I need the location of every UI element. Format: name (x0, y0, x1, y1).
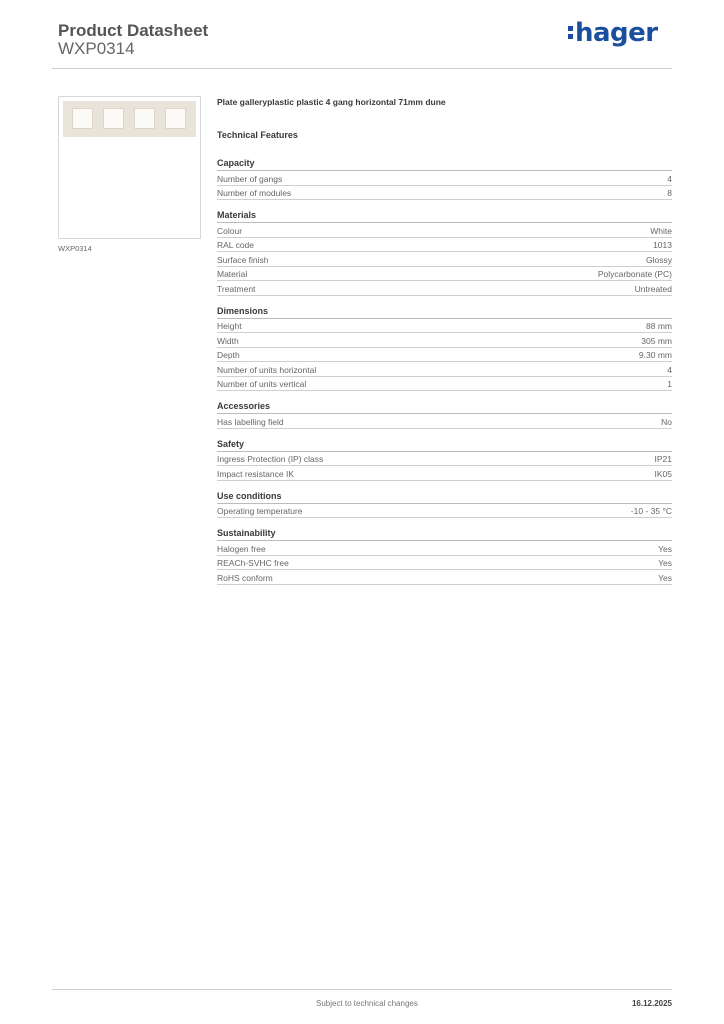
spec-value: 4 (667, 173, 672, 184)
spec-label: RAL code (217, 240, 255, 250)
spec-value: No (661, 416, 672, 427)
section-title: Capacity (217, 157, 672, 171)
spec-value: IK05 (654, 468, 672, 479)
spec-row (217, 267, 672, 282)
spec-label: Ingress Protection (IP) class (217, 454, 324, 464)
spec-label: Number of units horizontal (217, 364, 317, 375)
spec-row (217, 452, 672, 467)
spec-label: Number of modules (217, 188, 292, 198)
spec-row (217, 377, 672, 392)
section-safety (217, 438, 672, 481)
spec-label: RoHS conform (217, 572, 273, 583)
spec-value: 88 mm (646, 321, 672, 331)
section-title: Accessories (217, 400, 672, 414)
image-caption: WXP0314 (58, 244, 92, 253)
section-title: Sustainability (217, 527, 672, 541)
logo-text: hager (575, 18, 658, 48)
spec-value: 1013 (653, 240, 672, 250)
spec-value: Glossy (646, 254, 672, 265)
spec-value: -10 - 35 °C (630, 506, 672, 516)
spec-label: Height (217, 321, 242, 331)
header-divider (52, 68, 672, 69)
hager-logo (568, 18, 658, 48)
spec-value: Yes (658, 572, 672, 583)
spec-row (217, 186, 672, 201)
spec-value: 9.30 mm (638, 350, 672, 360)
section-materials (217, 209, 672, 296)
product-description: Plate galleryplastic plastic 4 gang horizontal 71mm dune (217, 97, 446, 107)
plate-window (103, 108, 124, 129)
section-title: Dimensions (217, 305, 672, 319)
spec-row (217, 541, 672, 556)
technical-features-heading: Technical Features (217, 130, 298, 140)
spec-row (217, 252, 672, 267)
spec-row (217, 362, 672, 377)
spec-label: Depth (217, 350, 240, 360)
page-title: Product Datasheet (58, 21, 209, 40)
spec-row (217, 570, 672, 585)
spec-row (217, 281, 672, 296)
section-title: Use conditions (217, 490, 672, 504)
spec-row (217, 348, 672, 363)
spec-row (217, 556, 672, 571)
spec-label: Impact resistance IK (217, 468, 295, 479)
spec-value: 4 (667, 364, 672, 375)
spec-label: Colour (217, 225, 243, 236)
spec-row (217, 466, 672, 481)
section-accessories (217, 400, 672, 429)
spec-row (217, 333, 672, 348)
spec-value: Polycarbonate (PC) (597, 269, 672, 279)
spec-row (217, 504, 672, 519)
spec-label: Operating temperature (217, 506, 303, 516)
spec-value: 8 (667, 188, 672, 198)
logo-dots-icon (568, 24, 573, 40)
plate-illustration (63, 101, 196, 137)
footer-date: 16.12.2025 (631, 999, 672, 1008)
plate-window (72, 108, 93, 129)
spec-value: 305 mm (641, 335, 672, 346)
spec-row (217, 319, 672, 334)
plate-window (165, 108, 186, 129)
spec-label: Has labelling field (217, 416, 284, 427)
spec-value: White (650, 225, 672, 236)
spec-label: Number of units vertical (217, 379, 307, 389)
spec-row (217, 223, 672, 238)
spec-row (217, 414, 672, 429)
spec-label: Width (217, 335, 239, 346)
product-image (58, 96, 201, 239)
spec-value: 1 (667, 379, 672, 389)
spec-label: Number of gangs (217, 173, 283, 184)
section-sustainability (217, 527, 672, 585)
spec-row (217, 171, 672, 186)
spec-label: Halogen free (217, 543, 266, 554)
footer-note: Subject to technical changes (316, 999, 418, 1008)
product-code: WXP0314 (58, 39, 135, 58)
spec-row (217, 238, 672, 253)
spec-value: Untreated (634, 283, 672, 294)
footer-divider (52, 989, 672, 990)
datasheet-content (217, 96, 672, 585)
spec-value: Yes (658, 543, 672, 554)
section-use-conditions (217, 490, 672, 519)
section-capacity (217, 157, 672, 200)
section-title: Materials (217, 209, 672, 223)
spec-label: REACh-SVHC free (217, 558, 289, 568)
spec-label: Material (217, 269, 248, 279)
spec-value: IP21 (654, 454, 672, 464)
spec-value: Yes (658, 558, 672, 568)
plate-window (134, 108, 155, 129)
spec-label: Surface finish (217, 254, 269, 265)
section-title: Safety (217, 438, 672, 452)
section-dimensions (217, 305, 672, 392)
spec-label: Treatment (217, 283, 256, 294)
feature-sections (217, 157, 672, 585)
